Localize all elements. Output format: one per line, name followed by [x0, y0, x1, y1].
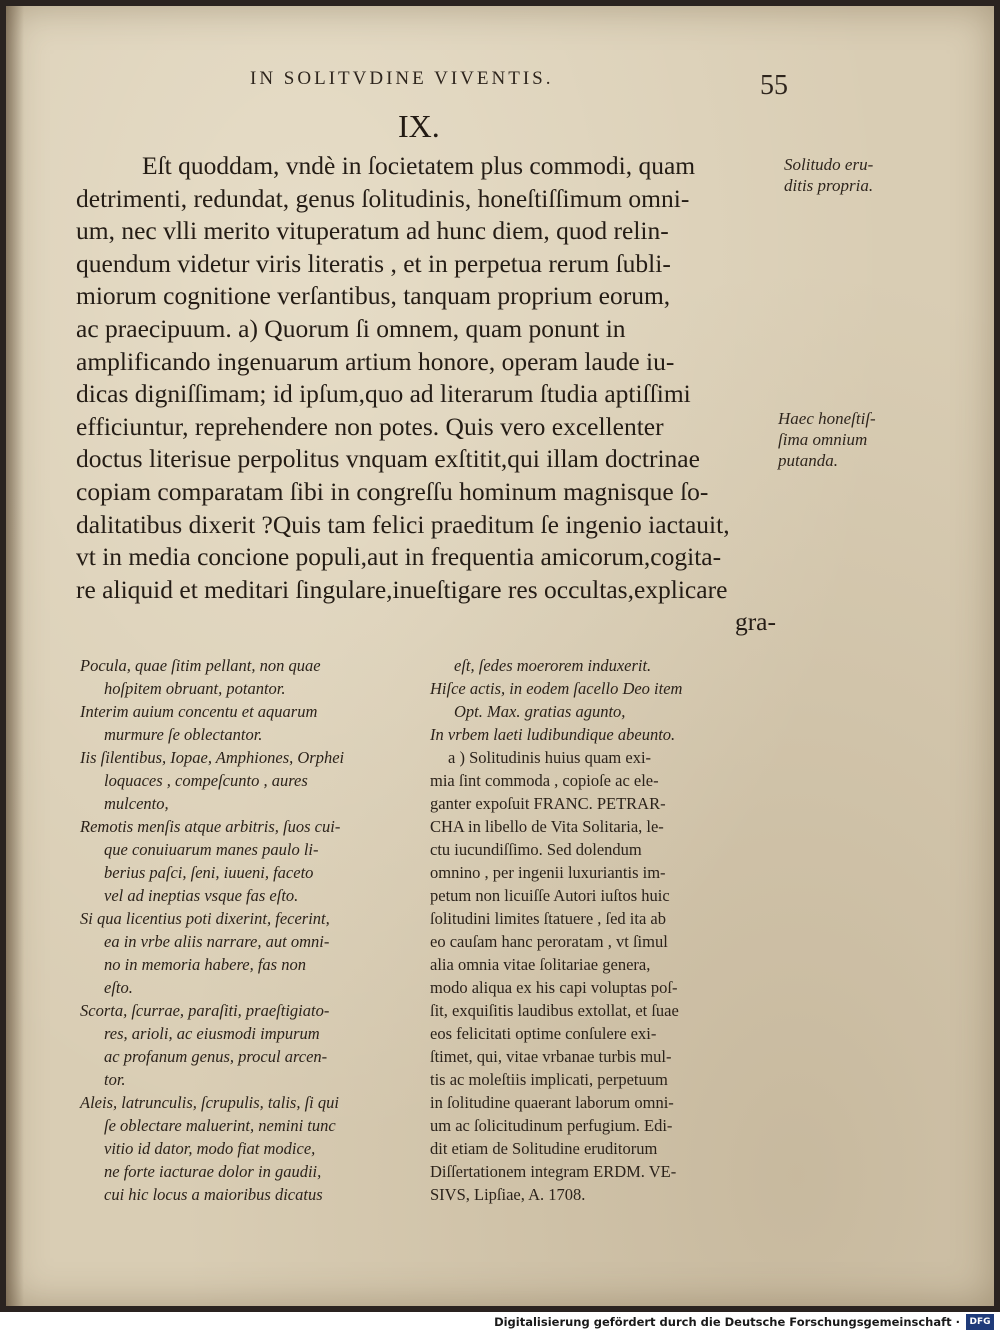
footer-bar [0, 1312, 1000, 1334]
footnote-line: a ) Solitudinis huius quam exi- [448, 748, 652, 767]
footnote-line: Diſſertationem integram ERDM. VE- [430, 1162, 677, 1181]
main-text-line: detrimenti, redundat, genus ſolitudinis, honeſtiſſimum omni- [76, 183, 690, 213]
main-text-line: copiam comparatam ſibi in congreſſu hominum magnisque ſo- [76, 476, 709, 506]
footnote-left-column [80, 654, 414, 1206]
footnote-line: Pocula, quae ſitim pellant, non quae [80, 656, 321, 675]
marginal-note-line: putanda. [778, 451, 838, 470]
marginal-note-haec [778, 408, 928, 471]
footnote-line: petum non licuiſſe Autori iuſtos huic [430, 886, 670, 905]
running-head: IN SOLITVDINE VIVENTIS. [250, 68, 554, 89]
marginal-note-solitudo [784, 154, 934, 196]
marginal-note-line: ſima omnium [778, 430, 868, 449]
book-page [6, 6, 994, 1306]
main-text-line: efficiuntur, reprehendere non potes. Quis vero excellenter [76, 411, 664, 441]
footnote-line: ctu iucundiſſimo. Sed dolendum [430, 840, 642, 859]
footnote-line: ſolitudini limites ſtatuere , ſed ita ab [430, 909, 666, 928]
footnote-line: ſit, exquiſitis laudibus extollat, et ſuae [430, 1001, 679, 1020]
footnote-line: um ac ſolicitudinum perfugium. Edi- [430, 1116, 673, 1135]
footnote-line: Aleis, latrunculis, ſcrupulis, talis, ſi qui [80, 1093, 339, 1112]
footnote-line: que conuiuarum manes paulo li- [104, 840, 319, 859]
main-text-line: miorum cognitione verſantibus, tanquam proprium eorum, [76, 281, 671, 311]
footnote-line: Scorta, ſcurrae, paraſiti, praeſtigiato- [80, 1001, 330, 1020]
catchword: gra- [734, 607, 776, 637]
footnote-line: tor. [104, 1070, 126, 1089]
main-text-line: ac praecipuum. a) Quorum ſi omnem, quam ponunt in [76, 313, 626, 343]
marginal-note-line: ditis propria. [784, 176, 874, 195]
footnote-line: eſt, ſedes moerorem induxerit. [454, 656, 652, 675]
main-text-line: quendum videtur viris literatis , et in perpetua rerum ſubli- [76, 248, 671, 278]
footnote-line: eſto. [104, 978, 133, 997]
section-title: IX. [398, 108, 440, 144]
footnote-line: Interim auium concentu et aquarum [80, 702, 318, 721]
footnote-line: modo aliqua ex his capi voluptas poſ- [430, 978, 678, 997]
footnote-line: hoſpitem obruant, potantor. [104, 679, 286, 698]
marginal-note-line: Haec honeſtiſ- [778, 409, 876, 428]
footnote-line: omnino , per ingenii luxuriantis im- [430, 863, 666, 882]
footnote-right-column [430, 654, 770, 1206]
footnote-line: vitio id dator, modo fiat modice, [104, 1139, 316, 1158]
page-number: 55 [760, 70, 788, 101]
footnote-line: murmure ſe oblectantor. [104, 725, 263, 744]
footnote-line: dit etiam de Solitudine eruditorum [430, 1139, 658, 1158]
footnote-line: vel ad ineptias vsque fas eſto. [104, 886, 299, 905]
footnote-line: In vrbem laeti ludibundique abeunto. [430, 725, 676, 744]
footnote-line: eos felicitati optime conſulere exi- [430, 1024, 657, 1043]
footnote-line: ne forte iacturae dolor in gaudii, [104, 1162, 322, 1181]
footnote-line: ea in vrbe aliis narrare, aut omni- [104, 932, 330, 951]
main-text-line: re aliquid et meditari ſingulare,inueſtigare res occultas,explicare [76, 574, 728, 604]
main-text-line: doctus literisue perpolitus vnquam exſtitit,qui illam doctrinae [76, 444, 700, 474]
main-text-line: um, nec vlli merito vituperatum ad hunc diem, quod relin- [76, 216, 669, 246]
footnote-line: tis ac moleſtiis implicati, perpetuum [430, 1070, 668, 1089]
footnote-line: mulcento, [104, 794, 169, 813]
main-text-line: vt in media concione populi,aut in frequentia amicorum,cogita- [76, 542, 722, 572]
footnote-line: Hiſce actis, in eodem ſacello Deo item [430, 679, 683, 698]
dfg-credit-text: Digitalisierung gefördert durch die Deutsche Forschungsgemeinschaft · [494, 1315, 960, 1329]
main-text-line: dalitatibus dixerit ?Quis tam felici praeditum ſe ingenio iactauit, [76, 509, 730, 539]
footnote-line: berius paſci, ſeni, iuueni, faceto [104, 863, 314, 882]
footnote-line: SIVS, Lipſiae, A. 1708. [430, 1185, 586, 1204]
marginal-note-line: Solitudo eru- [784, 155, 874, 174]
main-text-line: amplificando ingenuarum artium honore, operam laude iu- [76, 346, 675, 376]
footnote-line: eo cauſam hanc peroratam , vt ſimul [430, 932, 668, 951]
main-text-body [76, 150, 776, 639]
footnote-line: Si qua licentius poti dixerint, fecerint, [80, 909, 330, 928]
footnote-line: CHA in libello de Vita Solitaria, le- [430, 817, 664, 836]
footnote-line: ſe oblectare maluerint, nemini tunc [104, 1116, 336, 1135]
footnote-line: Iis ſilentibus, Iopae, Amphiones, Orphei [80, 748, 345, 767]
footnote-line: Opt. Max. gratias agunto, [454, 702, 626, 721]
footnote-line: cui hic locus a maioribus dicatus [104, 1185, 323, 1204]
footnote-line: ganter expoſuit FRANC. PETRAR- [430, 794, 666, 813]
footnote-line: loquaces , compeſcunto , aures [104, 771, 308, 790]
footnote-line: alia omnia vitae ſolitariae genera, [430, 955, 651, 974]
footnote-line: res, arioli, ac eiusmodi impurum [104, 1024, 320, 1043]
footnote-line: in ſolitudine quaerant laborum omni- [430, 1093, 674, 1112]
footnote-line: mia ſint commoda , copioſe ac ele- [430, 771, 659, 790]
main-text-line: Eſt quoddam, vndè in ſocietatem plus commodi, quam [142, 151, 696, 180]
dfg-logo-icon: DFG [966, 1314, 994, 1330]
footnote-line: ſtimet, qui, vitae vrbanae turbis mul- [430, 1047, 672, 1066]
footnote-line: Remotis menſis atque arbitris, ſuos cui- [80, 817, 341, 836]
footnote-line: ac profanum genus, procul arcen- [104, 1047, 328, 1066]
main-text-line: dicas digniſſimam; id ipſum,quo ad literarum ſtudia aptiſſimi [76, 379, 691, 409]
page-gutter-shadow [6, 6, 24, 1306]
footnote-line: no in memoria habere, fas non [104, 955, 306, 974]
